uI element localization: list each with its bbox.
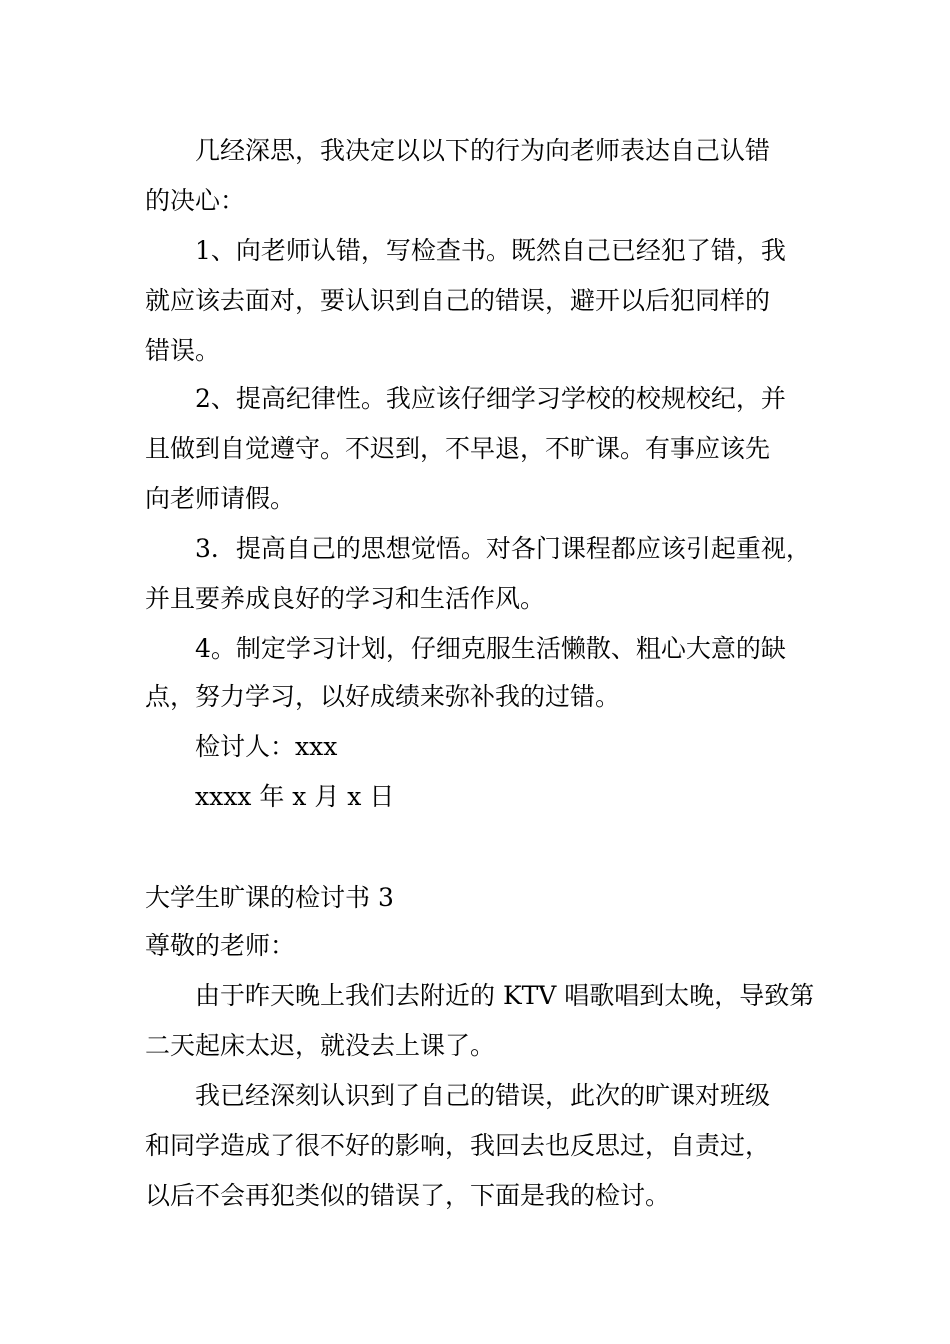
paragraph-line: 错误。 [145,336,221,365]
paragraph-line: 我已经深刻认识到了自己的错误，此次的旷课对班级 [195,1081,771,1110]
list-item-1: 1、向老师认错，写检查书。既然自己已经犯了错，我 [195,236,786,265]
paragraph-line: 就应该去面对，要认识到自己的错误，避开以后犯同样的 [145,286,771,315]
paragraph-line: 和同学造成了很不好的影响，我回去也反思过，自责过， [145,1131,771,1160]
paragraph-line: 几经深思，我决定以以下的行为向老师表达自己认错 [195,136,771,165]
paragraph-line: 点，努力学习，以好成绩来弥补我的过错。 [145,682,621,711]
list-item-2: 2、提高纪律性。我应该仔细学习学校的校规校纪，并 [195,384,786,413]
paragraph-line: 以后不会再犯类似的错误了，下面是我的检讨。 [145,1181,671,1210]
paragraph-line: 二天起床太迟，就没去上课了。 [145,1031,496,1060]
paragraph-line: 向老师请假。 [145,484,296,513]
date-line: xxxx 年 x 月 x 日 [195,782,395,811]
paragraph-line: 并且要养成良好的学习和生活作风。 [145,584,546,613]
list-item-4: 4。制定学习计划，仔细克服生活懒散、粗心大意的缺 [195,634,786,663]
salutation: 尊敬的老师： [145,931,296,960]
list-item-3: 3．提高自己的思想觉悟。对各门课程都应该引起重视， [195,534,811,563]
paragraph-line: 由于昨天晚上我们去附近的 KTV 唱歌唱到太晚，导致第 [195,981,815,1010]
section-title: 大学生旷课的检讨书 3 [145,883,394,912]
signature-line: 检讨人：xxx [195,732,338,761]
paragraph-line: 的决心： [145,186,246,215]
paragraph-line: 且做到自觉遵守。不迟到，不早退，不旷课。有事应该先 [145,434,771,463]
